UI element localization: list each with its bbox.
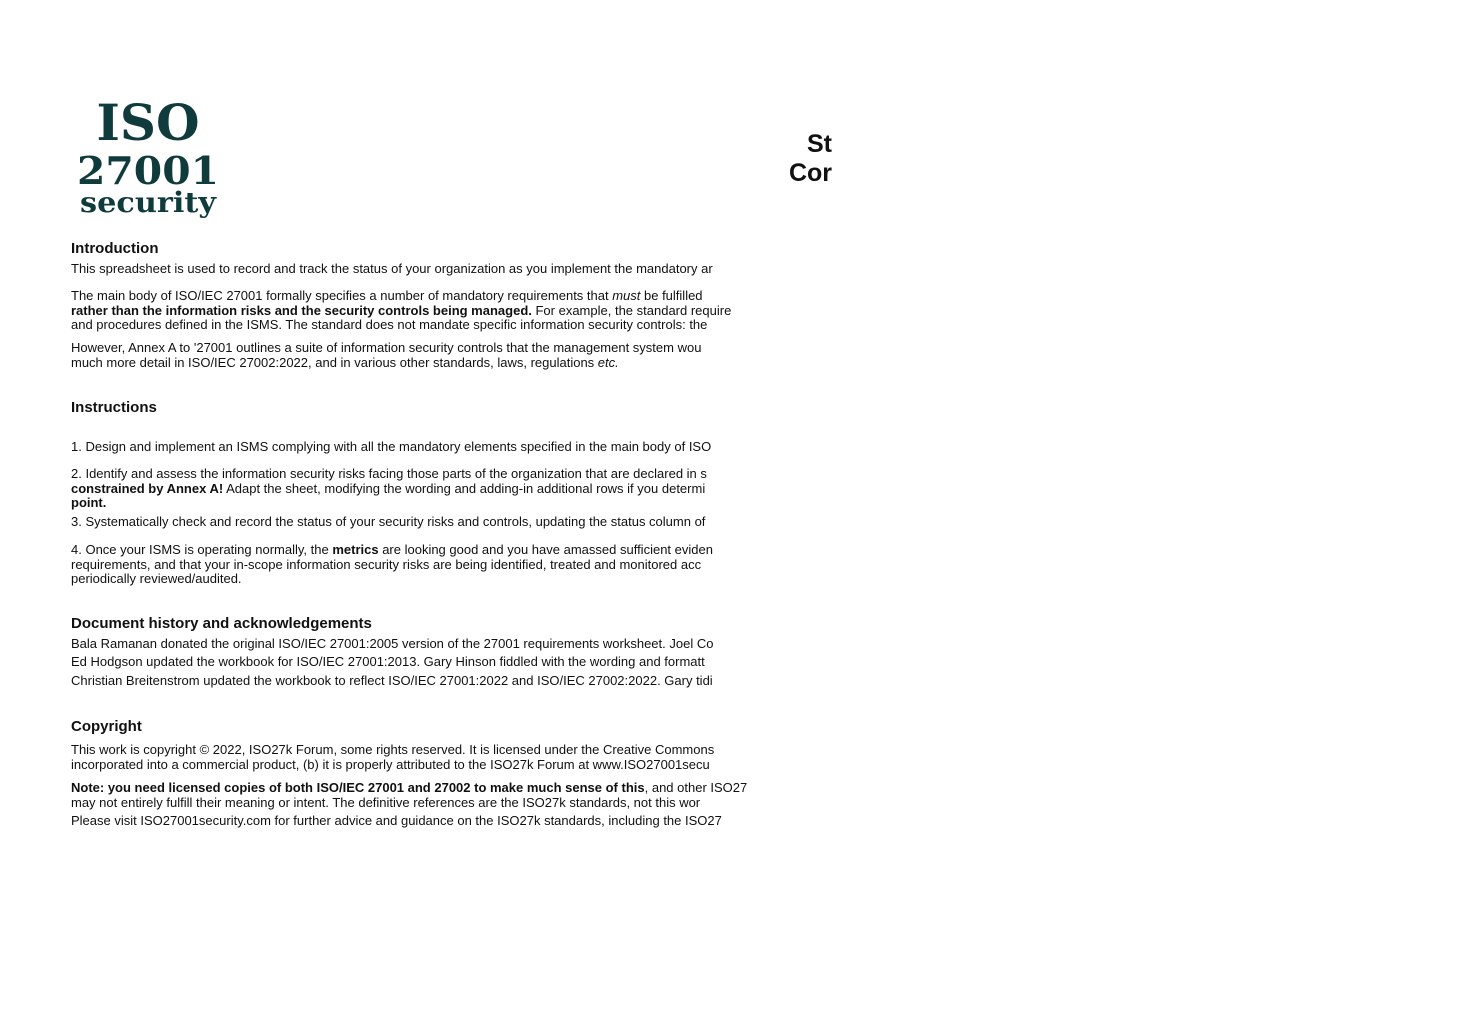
step-4-text-a: 4. Once your ISMS is operating normally, the [71, 542, 333, 557]
step-2-bold-annex-a: constrained by Annex A! [71, 480, 224, 496]
history-line-2: Ed Hodgson updated the workbook for ISO/IEC 27001:2013. Gary Hinson fiddled with the wording and formatt [71, 654, 705, 669]
introduction-heading: Introduction [71, 240, 159, 257]
copyright-line-2: incorporated into a commercial product, (b) it is properly attributed to the ISO27k Forum at www.ISO27001secu [71, 756, 710, 772]
instruction-step-3: 3. Systematically check and record the status of your security risks and controls, updating the status column of [71, 514, 706, 529]
title-line-1: St [807, 130, 832, 158]
intro-p3-emphasis-etc: etc. [597, 354, 619, 370]
history-line-3: Christian Breitenstrom updated the workbook to reflect ISO/IEC 27001:2022 and ISO/IEC 27002:2022. Gary tidi [71, 673, 713, 688]
step-4-line-3: periodically reviewed/audited. [71, 571, 242, 586]
instructions-section [71, 399, 157, 417]
instruction-step-2 [71, 467, 707, 511]
step-2-line-1: 2. Identify and assess the information security risks facing those parts of the organization that are declared in s [71, 466, 707, 481]
intro-p2-line-3: and procedures defined in the ISMS. The standard does not mandate specific information security controls: the [71, 317, 708, 332]
intro-paragraph-2 [71, 289, 731, 333]
copyright-line-1: This work is copyright © 2022, ISO27k Forum, some rights reserved. It is licensed under the Creative Commons [71, 742, 715, 757]
copyright-visit-line: Please visit ISO27001security.com for further advice and guidance on the ISO27k standards, including the ISO27 [71, 813, 722, 828]
note-bold-text: Note: you need licensed copies of both ISO/IEC 27001 and 27002 to make much sense of this [71, 780, 645, 795]
intro-paragraph-3 [71, 341, 701, 370]
intro-paragraph-1: This spreadsheet is used to record and track the status of your organization as you implement the mandatory ar [71, 261, 713, 276]
intro-p3-line-1: However, Annex A to '27001 outlines a suite of information security controls that the management system wou [71, 340, 702, 355]
step-4-text-c: are looking good and you have amassed sufficient eviden [378, 542, 713, 557]
document-title [592, 130, 832, 188]
logo-27001-text: 27001 [77, 148, 219, 193]
history-line-1: Bala Ramanan donated the original ISO/IEC 27001:2005 version of the 27001 requirements worksheet. Joel Co [71, 636, 714, 651]
intro-p3-text-a: much more detail in ISO/IEC 27002:2022, and in various other standards, laws, regulations [71, 354, 598, 370]
intro-p2-text-c: be fulfilled [640, 288, 703, 303]
history-section [71, 615, 372, 633]
copyright-paragraph-1 [71, 743, 714, 772]
copyright-note [71, 781, 747, 810]
step-2-bold-point: point. [71, 495, 107, 510]
intro-p2-text-a: The main body of ISO/IEC 27001 formally specifies a number of mandatory requirements that [71, 288, 613, 303]
step-4-bold-metrics: metrics [332, 542, 379, 557]
instructions-heading: Instructions [71, 399, 157, 416]
iso27001-security-logo [72, 92, 228, 224]
intro-p2-emphasis-must: must [612, 288, 641, 303]
introduction-section [71, 240, 158, 258]
note-line-2: may not entirely fulfill their meaning or intent. The definitive references are the ISO27k standards, not this wor [71, 794, 701, 810]
logo-iso-text: ISO [96, 93, 200, 152]
step-4-line-2: requirements, and that your in-scope information security risks are being identified, treated and monitored acc [71, 556, 702, 572]
copyright-heading: Copyright [71, 718, 142, 735]
copyright-section [71, 718, 142, 736]
step-2-text: Adapt the sheet, modifying the wording and adding-in additional rows if you determi [223, 480, 706, 496]
instruction-step-4 [71, 543, 713, 587]
logo-security-text: security [80, 186, 217, 219]
title-line-2: Cor [788, 159, 832, 187]
history-heading: Document history and acknowledgements [71, 615, 372, 632]
note-text: , and other ISO27 [644, 780, 748, 795]
instruction-step-1: 1. Design and implement an ISMS complying with all the mandatory elements specified in the main body of ISO [71, 439, 712, 454]
intro-p2-bold-sentence: rather than the information risks and the security controls being managed. [71, 302, 532, 318]
intro-p2-text-d: For example, the standard require [531, 302, 732, 318]
